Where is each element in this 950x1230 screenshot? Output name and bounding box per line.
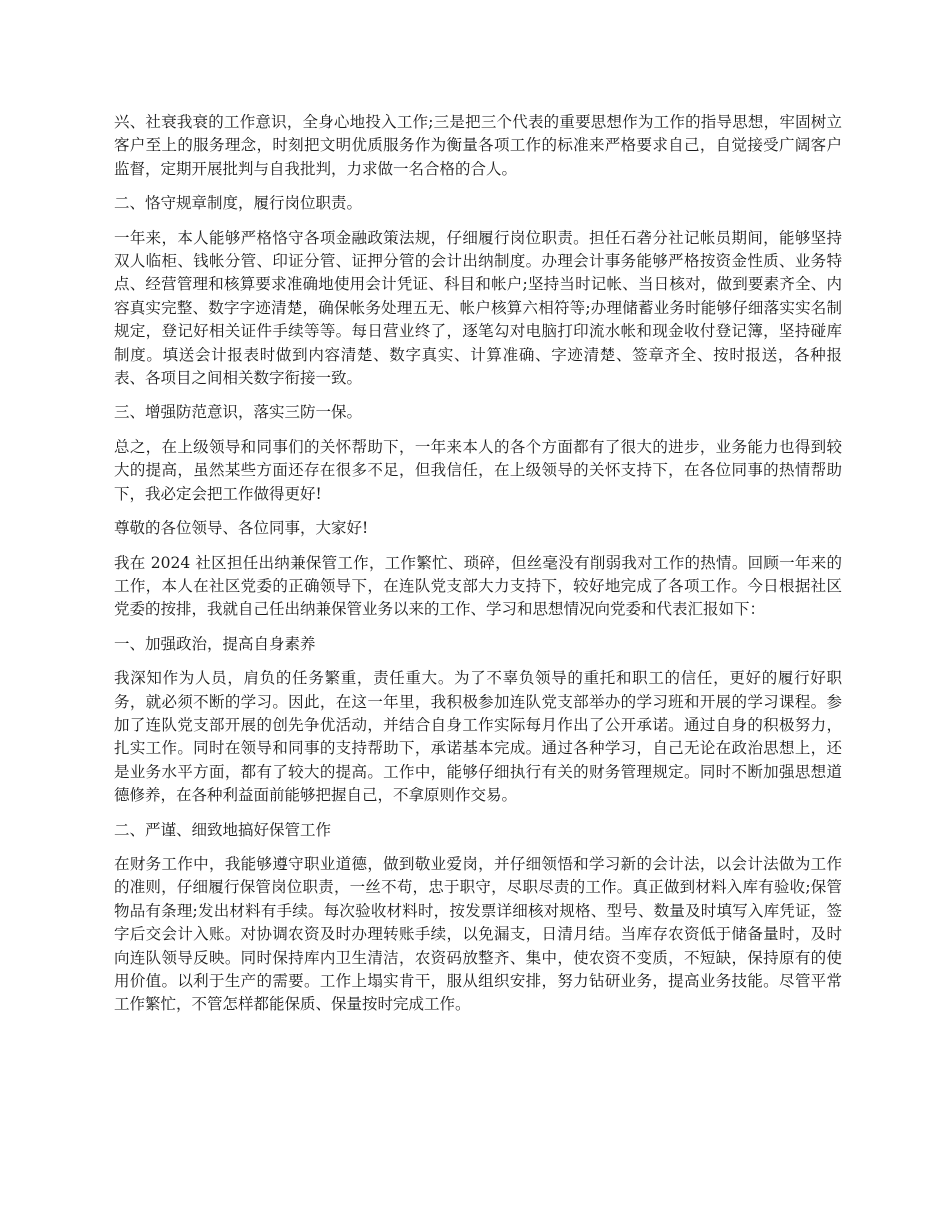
paragraph-politics: 我深知作为人员，肩负的任务繁重，责任重大。为了不辜负领导的重托和职工的信任，更好的履行好职务，就必须不断的学习。因此，在这一年里，我积极参加连队党支部举办的学习班和开展的学习课程。参加了连队党支部开展的创先争优活动，并结合自身工作实际每月作出了公开承诺。通过自身的积极努力，扎实工作。同时在领导和同事的支持帮助下，承诺基本完成。通过各种学习，自己无论在政治思想上，还是业务水平方面，都有了较大的提高。工作中，能够仔细执行有关的财务管理规定。同时不断加强思想道德修养，在各种利益面前能够把握自己，不拿原则作交易。 bbox=[114, 669, 842, 805]
paragraph-summary: 总之，在上级领导和同事们的关怀帮助下，一年来本人的各个方面都有了很大的进步，业务能力也得到较大的提高，虽然某些方面还存在很多不足，但我信任，在上级领导的关怀支持下，在各位同事的热情帮助下，我必定会把工作做得更好! bbox=[114, 437, 842, 503]
section-heading-prevention: 三、增强防范意识，落实三防一保。 bbox=[114, 403, 363, 422]
section-heading-custody: 二、严谨、细致地搞好保管工作 bbox=[114, 820, 332, 839]
document-body bbox=[114, 111, 842, 1028]
section-heading-politics: 一、加强政治，提高自身素养 bbox=[114, 634, 316, 653]
paragraph-intro-continued: 兴、社衰我衰的工作意识，全身心地投入工作;三是把三个代表的重要思想作为工作的指导思想，牢固树立客户至上的服务理念，时刻把文明优质服务作为衡量各项工作的标准来严格要求自己，自觉接受广阔客户监督，定期开展批判与自我批判，力求做一名合格的合人。 bbox=[114, 113, 842, 178]
paragraph-custody: 在财务工作中，我能够遵守职业道德，做到敬业爱岗，并仔细领悟和学习新的会计法，以会计法做为工作的准则，仔细履行保管岗位职责，一丝不苟，忠于职守，尽职尽责的工作。真正做到材料入库有验收;保管物品有条理;发出材料有手续。每次验收材料时，按发票详细核对规格、型号、数量及时填写入库凭证，签字后交会计入账。对协调农资及时办理转账手续，以免漏支，日清月结。当库存农资低于储备量时，及时向连队领导反映。同时保持库内卫生清洁，农资码放整齐、集中，使农资不变质，不短缺，保持原有的使用价值。以利于生产的需要。工作上塌实肯干，服从组织安排，努力钻研业务，提高业务技能。尽管平常工作繁忙，不管怎样都能保质、保量按时完成工作。 bbox=[114, 854, 842, 1014]
paragraph-introduction: 我在 2024 社区担任出纳兼保管工作，工作繁忙、琐碎，但丝毫没有削弱我对工作的热情。回顾一年来的工作，本人在社区党委的正确领导下，在连队党支部大力支持下，较好地完成了各项工作。今日根据社区党委的按排，我就自己任出纳兼保管业务以来的工作、学习和思想情况向党委和代表汇报如下： bbox=[114, 553, 842, 619]
paragraph-greeting: 尊敬的各位领导、各位同事，大家好! bbox=[114, 519, 369, 538]
section-heading-rules: 二、恪守规章制度，履行岗位职责。 bbox=[114, 194, 363, 213]
paragraph-rules: 一年来，本人能够严格恪守各项金融政策法规，仔细履行岗位职责。担任石砻分社记帐员期间，能够坚持双人临柜、钱帐分管、印证分管、证押分管的会计出纳制度。办理会计事务能够严格按资金性质、业务特点、经营管理和核算要求准确地使用会计凭证、科目和帐户;坚持当时记帐、当日核对，做到要素齐全、内容真实完整、数字字迹清楚，确保帐务处理五无、帐户核算六相符等;办理储蓄业务时能够仔细落实实名制规定，登记好相关证件手续等等。每日营业终了，逐笔勾对电脑打印流水帐和现金收付登记簿，坚持碰库制度。填送会计报表时做到内容清楚、数字真实、计算准确、字迹清楚、签章齐全、按时报送，各种报表、各项目之间相关数字衔接一致。 bbox=[114, 228, 842, 388]
